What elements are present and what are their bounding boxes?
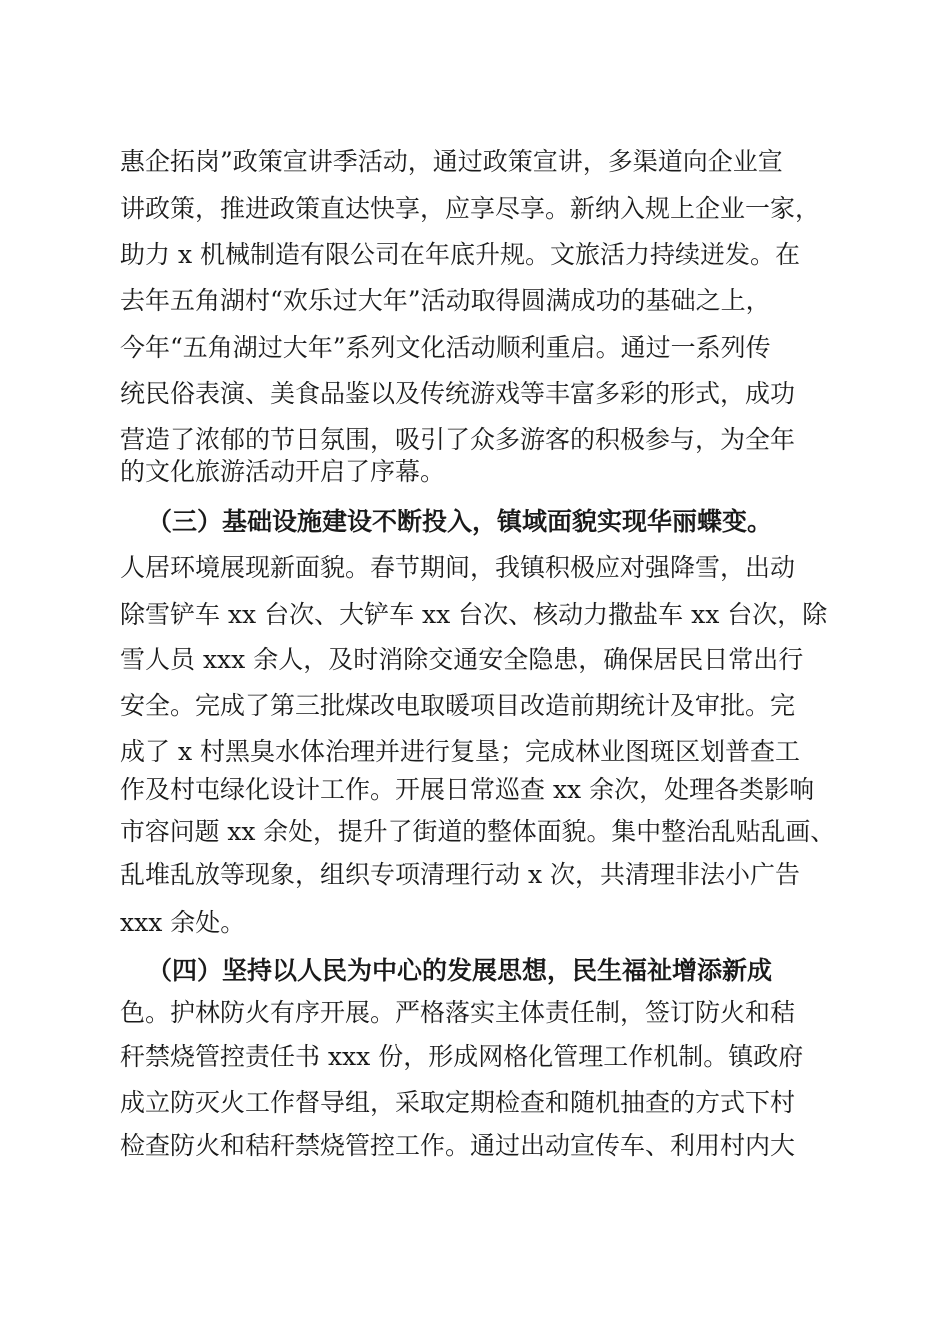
text-line: 今年“五角湖过大年”系列文化活动顺利重启。通过一系列传 (120, 333, 771, 362)
text-line: 安全。完成了第三批煤改电取暖项目改造前期统计及审批。完 (120, 691, 796, 720)
text-line: 营造了浓郁的节日氛围，吸引了众多游客的积极参与，为全年 (120, 425, 796, 454)
text-line: 统民俗表演、美食品鉴以及传统游戏等丰富多彩的形式，成功 (120, 379, 796, 408)
text-line: 成了 x 村黑臭水体治理并进行复垦；完成林业图斑区划普查工 (120, 737, 800, 766)
text-line: 人居环境展现新面貌。春节期间，我镇积极应对强降雪，出动 (120, 553, 796, 582)
text-line: 去年五角湖村“欢乐过大年”活动取得圆满成功的基础之上， (120, 286, 771, 315)
text-line: 除雪铲车 xx 台次、大铲车 xx 台次、核动力撒盐车 xx 台次，除 (120, 600, 828, 629)
text-line: 乱堆乱放等现象，组织专项清理行动 x 次，共清理非法小广告 (120, 860, 800, 889)
text-line: 雪人员 xxx 余人，及时消除交通安全隐患，确保居民日常出行 (120, 645, 804, 674)
text-line: 市容问题 xx 余处，提升了街道的整体面貌。集中整治乱贴乱画、 (120, 817, 836, 846)
text-line: 助力 x 机械制造有限公司在年底升规。文旅活力持续迸发。在 (120, 240, 800, 269)
text-line: 成立防灭火工作督导组，采取定期检查和随机抽查的方式下村 (120, 1088, 796, 1117)
text-line: 秆禁烧管控责任书 xxx 份，形成网格化管理工作机制。镇政府 (120, 1042, 804, 1071)
text-line: 的文化旅游活动开启了序幕。 (120, 457, 446, 486)
section-heading-3: （三）基础设施建设不断投入，镇域面貌实现华丽蝶变。 (147, 507, 773, 536)
text-line: 惠企拓岗”政策宣讲季活动，通过政策宣讲，多渠道向企业宣 (120, 147, 783, 176)
text-line: xxx 余处。 (120, 908, 246, 937)
text-line: 作及村屯绿化设计工作。开展日常巡查 xx 余次，处理各类影响 (120, 775, 815, 804)
text-line: 讲政策，推进政策直达快享，应享尽享。新纳入规上企业一家， (120, 194, 821, 223)
section-heading-4: （四）坚持以人民为中心的发展思想，民生福祉增添新成 (147, 956, 773, 985)
text-line: 检查防火和秸秆禁烧管控工作。通过出动宣传车、利用村内大 (120, 1131, 796, 1160)
text-line: 色。护林防火有序开展。严格落实主体责任制，签订防火和秸 (120, 998, 796, 1027)
